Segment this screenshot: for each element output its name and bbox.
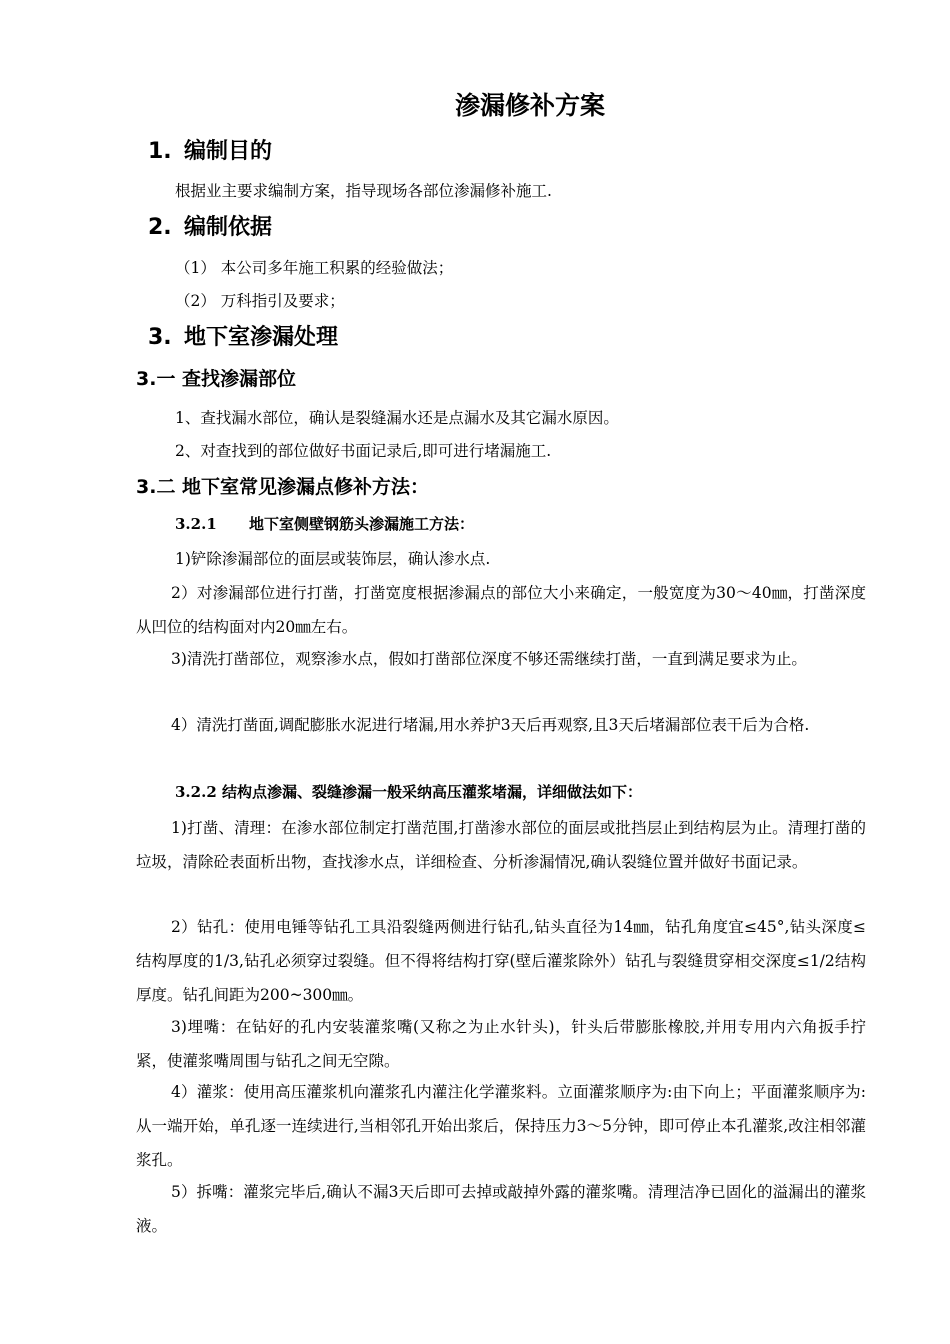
subsection-number: 3.2.1 — [175, 515, 217, 533]
subsubsection-heading-3-2-2: 3.2.2 结构点渗漏、裂缝渗漏一般采纳高压灌浆堵漏，详细做法如下： — [175, 783, 642, 801]
step-paragraph: 1)铲除渗漏部位的面层或装饰层，确认渗水点. — [175, 550, 491, 568]
step-paragraph: 2）钻孔：使用电锤等钻孔工具沿裂缝两侧进行钻孔,钻头直径为14㎜，钻孔角度宜≤45°,钻头深度≤结构厚度的1/3,钻孔必须穿过裂缝。但不得将结构打穿(壁后灌浆除外）钻孔与裂缝贯穿相交深度≤1/2结构厚度。钻孔间距为200~300㎜。 — [136, 918, 866, 1004]
section-title: 编制目的 — [184, 139, 273, 164]
section-title: 编制依据 — [184, 215, 273, 240]
paragraph: 根据业主要求编制方案，指导现场各部位渗漏修补施工. — [175, 182, 552, 200]
section-heading-2 — [148, 212, 272, 244]
list-item: （1） 本公司多年施工积累的经验做法； — [175, 259, 454, 277]
list-item: （2） 万科指引及要求； — [175, 292, 345, 310]
step-paragraph: 3)清洗打凿部位，观察渗水点，假如打凿部位深度不够还需继续打凿，一直到满足要求为止。 — [171, 650, 807, 668]
step-paragraph: 1)打凿、清理：在渗水部位制定打凿范围,打凿渗水部位的面层或批挡层止到结构层为止。清理打凿的垃圾，清除砼表面析出物，查找渗水点，详细检查、分析渗漏情况,确认裂缝位置并做好书面记录。 — [136, 819, 866, 871]
section-heading-3 — [148, 322, 338, 354]
section-title: 地下室渗漏处理 — [184, 325, 339, 350]
section-number: 2. — [148, 215, 172, 240]
step-paragraph: 4）清洗打凿面,调配膨胀水泥进行堵漏,用水养护3天后再观察,且3天后堵漏部位表干后为合格. — [171, 716, 810, 734]
subsubsection-heading-3-2-1 — [175, 509, 474, 539]
subsection-title: 地下室侧壁钢筋头渗漏施工方法： — [249, 515, 475, 533]
step-paragraph: 2）对渗漏部位进行打凿，打凿宽度根据渗漏点的部位大小来确定，一般宽度为30～40㎜，打凿深度从凹位的结构面对内20㎜左右。 — [136, 584, 866, 636]
subsection-heading-3-1: 3.一 查找渗漏部位 — [136, 368, 297, 390]
step-paragraph: 3)埋嘴：在钻好的孔内安装灌浆嘴(又称之为止水针头)，针头后带膨胀橡胶,并用专用内六角扳手拧紧，使灌浆嘴周围与钻孔之间无空隙。 — [136, 1018, 866, 1070]
list-item: 2、对查找到的部位做好书面记录后,即可进行堵漏施工. — [175, 442, 552, 460]
section-number: 1. — [148, 139, 172, 164]
section-number: 3. — [148, 325, 172, 350]
page-title: 渗漏修补方案 — [454, 91, 605, 120]
section-heading-1 — [148, 136, 272, 168]
list-item: 1、查找漏水部位，确认是裂缝漏水还是点漏水及其它漏水原因。 — [175, 409, 619, 427]
step-paragraph: 4）灌浆：使用高压灌浆机向灌浆孔内灌注化学灌浆料。立面灌浆顺序为:由下向上；平面灌浆顺序为:从一端开始，单孔逐一连续进行,当相邻孔开始出浆后，保持压力3～5分钟，即可停止本孔灌浆,改注相邻灌浆孔。 — [136, 1083, 866, 1169]
step-paragraph: 5）拆嘴：灌浆完毕后,确认不漏3天后即可去掉或敲掉外露的灌浆嘴。清理洁净已固化的溢漏出的灌浆液。 — [136, 1183, 866, 1235]
subsection-heading-3-2: 3.二 地下室常见渗漏点修补方法： — [136, 476, 430, 498]
